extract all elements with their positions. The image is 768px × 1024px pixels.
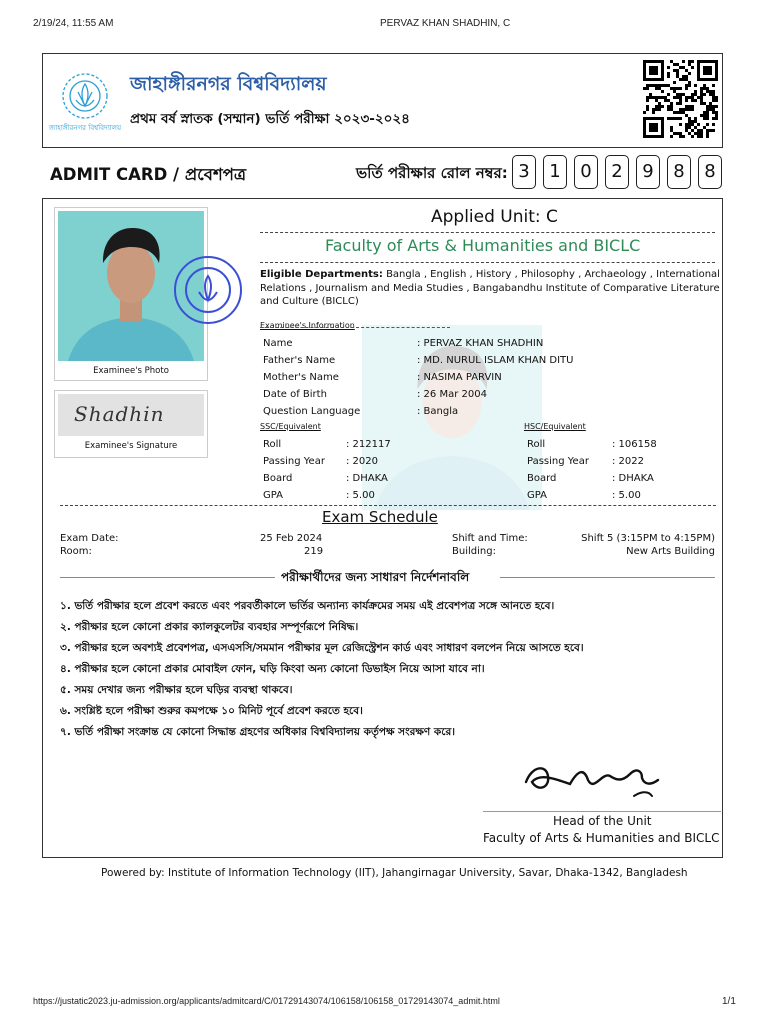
roll-digit: 3 — [512, 155, 536, 189]
admission-stamp-icon — [172, 254, 244, 326]
building-label: Building: — [452, 546, 496, 557]
print-page: 1/1 — [722, 996, 736, 1007]
examinee-label: Mother's Name — [263, 372, 339, 383]
head-signature-icon — [518, 752, 668, 804]
instruction-item: ৪. পরীক্ষার হলে কোনো প্রকার মোবাইল ফোন, ঘড়ি কিংবা অন্য কোনো ডিভাইস নিয়ে আসা যাবে না। — [60, 663, 485, 675]
instruction-item: ৩. পরীক্ষার হলে অবশ্যই প্রবেশপত্র, এসএসসি/সমমান পরীক্ষার মূল রেজিস্ট্রেশন কার্ড এবং সাধারণ বলপেন নিয়ে আসতে হবে। — [60, 642, 584, 654]
hsc-title: HSC/Equivalent — [524, 422, 586, 431]
eligible-list: Bangla , English , History , Philosophy , Archaeology , International Relations , Journalism and Media Studies , Bangabandhu Institute of Comparative Literature and Culture (BICLC) — [260, 269, 720, 307]
signatory-faculty: Faculty of Arts & Humanities and BICLC — [483, 831, 720, 845]
ssc-value: : 212117 — [346, 439, 391, 450]
signature-line — [483, 811, 721, 812]
hsc-label: Roll — [527, 439, 546, 450]
ssc-value: : 2020 — [346, 456, 378, 467]
roll-digit: 8 — [698, 155, 722, 189]
shift-value: Shift 5 (3:15PM to 4:15PM) — [581, 533, 715, 544]
examinee-value: : 26 Mar 2004 — [417, 389, 487, 400]
ssc-label: Board — [263, 473, 293, 484]
examinee-label: Father's Name — [263, 355, 336, 366]
instruction-item: ১. ভর্তি পরীক্ষার হলে প্রবেশ করতে এবং পরবর্তীকালে ভর্তির অন্যান্য কার্যক্রমের সময় এই প্রবেশপত্র সঙ্গে আনতে হবে। — [60, 600, 555, 612]
instruction-item: ৭. ভর্তি পরীক্ষা সংক্রান্ত যে কোনো সিদ্ধান্ত গ্রহণের অধিকার বিশ্ববিদ্যালয় কর্তৃপক্ষ সংরক্ষণ করে। — [60, 726, 455, 738]
building-value: New Arts Building — [626, 546, 715, 557]
signature-caption: Examinee's Signature — [84, 441, 178, 451]
exam-date-value: 25 Feb 2024 — [260, 533, 323, 544]
exam-title: প্রথম বর্ষ স্নাতক (সম্মান) ভর্তি পরীক্ষা ২০২৩-২০২৪ — [130, 111, 410, 127]
roll-digit: 1 — [543, 155, 567, 189]
hsc-value: : 2022 — [612, 456, 644, 467]
ssc-value: : DHAKA — [346, 473, 388, 484]
examinee-label: Question Language — [263, 406, 361, 417]
examinee-value: : NASIMA PARVIN — [417, 372, 502, 383]
eligible-departments — [260, 268, 720, 309]
ssc-label: Roll — [263, 439, 282, 450]
instruction-item: ৬. সংশ্লিষ্ট হলে পরীক্ষা শুরুর কমপক্ষে ১০ মিনিট পূর্বে প্রবেশ করতে হবে। — [60, 705, 363, 717]
shift-label: Shift and Time: — [452, 533, 528, 544]
roll-digit: 0 — [574, 155, 598, 189]
examinee-value: : MD. NURUL ISLAM KHAN DITU — [417, 355, 574, 366]
exam-schedule-title: Exam Schedule — [322, 508, 438, 526]
hsc-label: Board — [527, 473, 557, 484]
signatory-title: Head of the Unit — [553, 814, 652, 828]
ssc-value: : 5.00 — [346, 490, 375, 501]
qr-code-icon — [643, 60, 718, 138]
ssc-label: Passing Year — [263, 456, 325, 467]
divider — [260, 232, 715, 233]
instruction-item: ২. পরীক্ষার হলে কোনো প্রকার ক্যালকুলেটর ব্যবহার সম্পূর্ণরূপে নিষিদ্ধ। — [60, 621, 359, 633]
eligible-label: Eligible Departments: — [260, 269, 383, 280]
ssc-label: GPA — [263, 490, 283, 501]
admit-card-title: ADMIT CARD / প্রবেশপত্র — [50, 165, 247, 184]
instructions-title: পরীক্ষার্থীদের জন্য সাধারণ নির্দেশনাবলি — [281, 570, 470, 584]
hsc-value: : 5.00 — [612, 490, 641, 501]
university-seal-icon — [48, 66, 122, 136]
watermark-photo — [362, 320, 542, 515]
roll-digit: 9 — [636, 155, 660, 189]
examinee-label: Date of Birth — [263, 389, 327, 400]
examinee-value: : PERVAZ KHAN SHADHIN — [417, 338, 544, 349]
applied-unit: Applied Unit: C — [431, 207, 558, 227]
svg-text:জাহাঙ্গীরনগর বিশ্ববিদ্যালয়: জাহাঙ্গীরনগর বিশ্ববিদ্যালয় — [48, 124, 122, 132]
divider — [60, 505, 716, 506]
roll-digit: 2 — [605, 155, 629, 189]
photo-caption: Examinee's Photo — [93, 366, 169, 376]
faculty-name: Faculty of Arts & Humanities and BICLC — [325, 236, 641, 255]
examinee-signature: Shadhin — [74, 402, 165, 426]
divider — [60, 577, 275, 578]
divider — [260, 327, 450, 328]
room-label: Room: — [60, 546, 92, 557]
hsc-value: : DHAKA — [612, 473, 654, 484]
hsc-label: GPA — [527, 490, 547, 501]
instruction-item: ৫. সময় দেখার জন্য পরীক্ষার হলে ঘড়ির ব্যবস্থা থাকবে। — [60, 684, 293, 696]
university-header — [42, 53, 723, 148]
exam-date-label: Exam Date: — [60, 533, 119, 544]
divider — [500, 577, 715, 578]
divider — [260, 262, 715, 263]
signature-box — [58, 394, 204, 436]
examinee-label: Name — [263, 338, 293, 349]
hsc-value: : 106158 — [612, 439, 657, 450]
signature-frame — [54, 390, 208, 458]
examinee-value: : Bangla — [417, 406, 459, 417]
powered-by: Powered by: Institute of Information Technology (IIT), Jahangirnagar University, Savar, Dhaka-1342, Bangladesh — [101, 867, 688, 879]
roll-number-label: ভর্তি পরীক্ষার রোল নম্বর: — [356, 164, 508, 182]
ssc-title: SSC/Equivalent — [260, 422, 321, 431]
university-name: জাহাঙ্গীরনগর বিশ্ববিদ্যালয় — [130, 73, 327, 95]
print-url: https://justatic2023.ju-admission.org/applicants/admitcard/C/01729143074/106158/106158_01729143074_admit.html — [33, 996, 500, 1006]
room-value: 219 — [304, 546, 324, 557]
print-datetime: 2/19/24, 11:55 AM — [33, 18, 114, 29]
roll-digit: 8 — [667, 155, 691, 189]
hsc-label: Passing Year — [527, 456, 589, 467]
print-title: PERVAZ KHAN SHADHIN, C — [380, 18, 511, 29]
examinee-info-title: Examinee's Information — [260, 321, 355, 330]
